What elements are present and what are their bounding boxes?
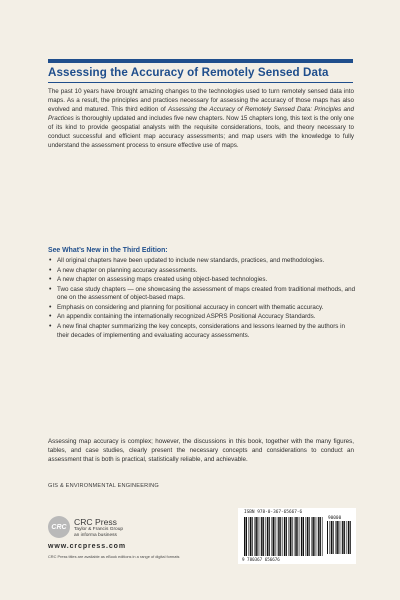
barcode-bar [341, 521, 342, 554]
barcode-bar [300, 517, 301, 556]
barcode-bar [314, 517, 315, 556]
barcode-bar [312, 517, 314, 556]
barcode-bar [307, 517, 309, 556]
list-item-text: An appendix containing the internationally recognized ASPRS Positional Accuracy Standards. [57, 313, 316, 321]
bullet-icon: • [49, 303, 52, 311]
barcode-bar [288, 517, 289, 556]
barcode-bar [297, 517, 298, 556]
publisher-website: www.crcpress.com [48, 543, 126, 550]
intro-italic-title: Assessing the Accuracy of Remotely Sensed Data: Principles and Practices [48, 105, 354, 122]
barcode-bar [346, 521, 347, 554]
intro-part-2: is thoroughly updated and includes five new chapters. Now 15 chapters long, this text is the only one of its kind to provide geospatial analysts with the requisite considerations, tools, and theory necessary to conduct successful and efficient map accuracy assessments; and map users with the knowledge to fully understand the assessment process to ensure effective use of maps. [48, 114, 354, 149]
whats-new-list [48, 257, 358, 341]
barcode-bar [333, 521, 334, 554]
barcode-bar [244, 517, 246, 556]
closing-paragraph: Assessing map accuracy is complex; however, the discussions in this book, together with the many figures, tables, and case studies, clearly present the necessary concepts and considerations to conduct an assessment that is both is practical, statistically reliable, and achievable. [48, 438, 354, 463]
list-item [48, 313, 358, 322]
barcode-bar [295, 517, 297, 556]
barcode-bar [318, 517, 320, 556]
list-item [48, 276, 358, 285]
list-item-text: Emphasis on considering and planning for positional accuracy in concert with thematic accuracy. [57, 303, 324, 311]
barcode-bar [338, 521, 339, 554]
barcode-bar [336, 521, 338, 554]
barcode-bar [317, 517, 318, 556]
intro-part-1: The past 10 years have brought amazing changes to the technologies used to turn remotely sensed data into maps. As a result, the principles and practices necessary for assessing the accuracy of those maps has also evolved and matured. This third edition of [48, 88, 354, 113]
barcode-bar [267, 517, 269, 556]
barcode-bar [248, 517, 249, 556]
barcode-bar [303, 517, 304, 556]
list-item-text: A new chapter on planning accuracy assessments. [57, 266, 198, 274]
barcode-bar [342, 521, 344, 554]
barcode-bar [331, 521, 333, 554]
list-item [48, 323, 358, 341]
list-item [48, 257, 358, 266]
barcode-bar [273, 517, 275, 556]
barcode-bar [305, 517, 306, 556]
barcode-bar [329, 521, 330, 554]
ebook-note: CRC Press titles are available as eBook editions in a range of digital formats [48, 554, 180, 559]
bullet-icon: • [49, 313, 52, 321]
barcode-bar [269, 517, 270, 556]
barcode-bar [261, 517, 263, 556]
title-rule [48, 82, 353, 83]
publisher-block [74, 518, 123, 538]
publisher-business: an informa business [74, 533, 117, 538]
barcode-bar [320, 517, 321, 556]
barcode-bar [290, 517, 292, 556]
barcode-bar [260, 517, 261, 556]
barcode-bar [280, 517, 281, 556]
barcode-bar [250, 517, 252, 556]
barcode-bar [277, 517, 278, 556]
barcode-bar [292, 517, 293, 556]
barcode-bar [309, 517, 310, 556]
barcode-bar [350, 521, 351, 554]
list-item-text: All original chapters have been updated to include new standards, practices, and methodologies. [57, 257, 325, 264]
barcode-bar [263, 517, 264, 556]
barcode-bar [322, 517, 323, 556]
list-item [48, 286, 358, 304]
bullet-icon: • [49, 285, 52, 293]
crc-logo-icon [48, 516, 70, 538]
publisher-name: CRC Press [74, 517, 117, 527]
bullet-icon: • [49, 257, 52, 264]
barcode-bar [335, 521, 336, 554]
bullet-icon: • [49, 266, 52, 274]
bullet-icon: • [49, 276, 52, 283]
barcode-bar [275, 517, 276, 556]
subject-category: GIS & ENVIRONMENTAL ENGINEERING [48, 483, 159, 489]
barcode-digits: 9 780367 656676 [242, 557, 280, 562]
top-rule [48, 59, 353, 63]
book-title: Assessing the Accuracy of Remotely Sensed Data [48, 66, 329, 79]
barcode-bar [254, 517, 255, 556]
barcode-bar [278, 517, 280, 556]
intro-paragraph [48, 88, 354, 151]
list-item [48, 267, 358, 276]
list-item-text: A new chapter on assessing maps created using object-based technologies. [57, 276, 268, 283]
barcode-bar [284, 517, 286, 556]
barcode-bar [271, 517, 272, 556]
barcode-bar [311, 517, 312, 556]
barcode-bar [348, 521, 350, 554]
barcode-bar [283, 517, 284, 556]
list-item-text: Two case study chapters — one showcasing the assessment of maps created from traditional methods, and one on the assessment of object-based maps. [57, 285, 356, 302]
whats-new-heading: See What’s New in the Third Edition: [48, 247, 168, 254]
publisher-group: Taylor & Francis Group [74, 527, 124, 532]
isbn-label: ISBN 978-0-367-65667-6 [244, 510, 303, 515]
price-code: 90000 [328, 516, 342, 521]
barcode-icon [244, 517, 324, 556]
barcode-bar [257, 517, 258, 556]
barcode-bar [252, 517, 253, 556]
list-item [48, 304, 358, 313]
barcode-bar [246, 517, 247, 556]
barcode-bar [344, 521, 345, 554]
barcode-area [238, 508, 356, 564]
barcode-bar [294, 517, 295, 556]
barcode-bar [301, 517, 303, 556]
logo-text: CRC [51, 523, 67, 531]
barcode-bar [265, 517, 266, 556]
barcode-bar [327, 521, 328, 554]
bullet-icon: • [49, 322, 52, 330]
barcode-bar [286, 517, 287, 556]
barcode-bar [255, 517, 257, 556]
list-item-text: A new final chapter summarizing the key concepts, considerations and lessons learned by the authors in their decades of implementing and evaluating accuracy assessments. [57, 322, 346, 339]
barcode-addon-icon [327, 521, 351, 554]
